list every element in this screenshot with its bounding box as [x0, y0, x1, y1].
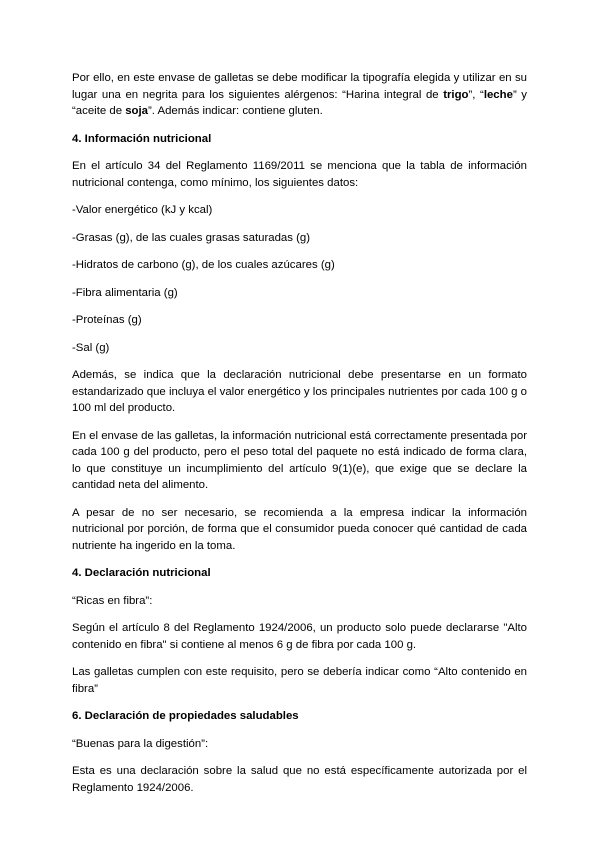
list-item: -Grasas (g), de las cuales grasas saturadas (g)	[72, 231, 311, 244]
list-item: -Valor energético (kJ y kcal)	[72, 204, 213, 216]
allergen-leche: leche	[483, 88, 513, 101]
info-paragraph: En el artículo 34 del Reglamento 1169/2011 se menciona que la tabla de información nutricional contenga, como mínimo, los siguientes datos:	[72, 160, 527, 189]
list-item: -Sal (g)	[72, 341, 110, 354]
list-item: -Fibra alimentaria (g)	[72, 286, 178, 299]
intro-text-3: ” y “aceite de	[72, 88, 527, 117]
list-item: -Hidratos de carbono (g), de los cuales azúcares (g)	[72, 259, 335, 271]
section-heading-propiedades-saludables: 6. Declaración de propiedades saludables	[72, 710, 299, 722]
decl-paragraph-2: Las galletas cumplen con este requisito, pero se debería indicar como “Alto contenido en fibra”	[72, 666, 527, 695]
intro-text-4: ”. Además indicar: contiene gluten.	[148, 105, 323, 117]
intro-text-1: Por ello, en este envase de galletas se debe modificar la tipografía elegida y utilizar en su lugar una en negrita para los siguientes alérgenos: “Harina integral de	[72, 72, 527, 101]
allergen-trigo: trigo	[443, 88, 469, 101]
info-paragraph-3: En el envase de las galletas, la información nutricional está correctamente presentada por cada 100 g del producto, pero el peso total del paquete no está indicado de forma clara, lo que constituye un incumplimiento del artículo 9(1)(e), que exige que se declare la cantidad neta del alimento.	[72, 429, 527, 491]
decl-paragraph: Según el artículo 8 del Reglamento 1924/2006, un producto solo puede declararse "Alto contenido en fibra" si contiene al menos 6 g de fibra por cada 100 g.	[72, 622, 527, 651]
health-paragraph: Esta es una declaración sobre la salud que no está específicamente autorizada por el Reglamento 1924/2006.	[72, 765, 527, 794]
health-quote: “Buenas para la digestión”:	[72, 737, 209, 750]
intro-paragraph	[72, 70, 527, 120]
decl-quote: “Ricas en fibra”:	[72, 594, 153, 607]
info-paragraph-2: Además, se indica que la declaración nutricional debe presentarse en un formato estandarizado que incluya el valor energético y los principales nutrientes por cada 100 g o 100 ml del producto.	[72, 369, 527, 414]
list-item: -Proteínas (g)	[72, 314, 142, 326]
info-paragraph-4: A pesar de no ser necesario, se recomienda a la empresa indicar la información nutricional por porción, de forma que el consumidor pueda conocer qué cantidad de cada nutriente ha ingerido en la toma.	[72, 506, 527, 552]
document-page	[72, 70, 527, 807]
section-heading-declaracion-nutricional: 4. Declaración nutricional	[72, 567, 211, 579]
allergen-soja: soja	[125, 105, 148, 117]
section-heading-informacion-nutricional: 4. Información nutricional	[72, 132, 212, 145]
intro-text-2: ”, “	[468, 88, 484, 101]
